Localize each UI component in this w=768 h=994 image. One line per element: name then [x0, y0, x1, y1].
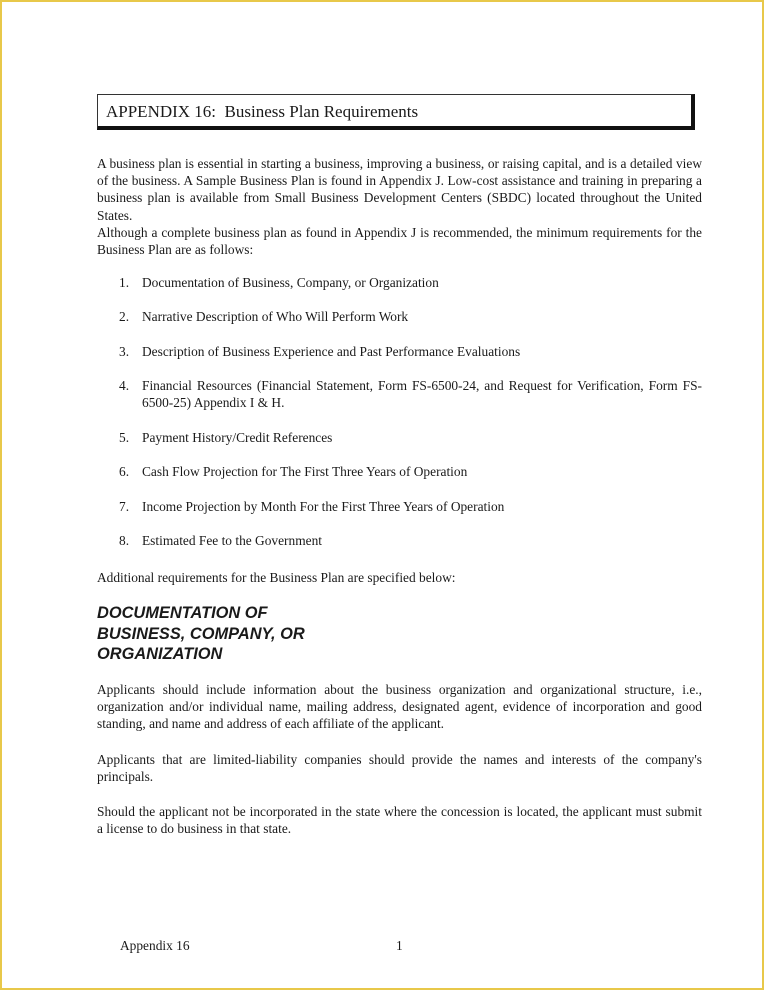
section-heading-line: ORGANIZATION [97, 645, 223, 663]
list-item-text: Payment History/Credit References [142, 429, 333, 445]
list-item-number: 6. [119, 464, 130, 480]
footer-label: Appendix 16 [120, 938, 190, 953]
page-number: 1 [396, 938, 403, 953]
list-item-number: 8. [119, 532, 130, 548]
list-item [97, 498, 702, 515]
list-item [97, 343, 702, 360]
list-item [97, 308, 702, 325]
list-item [97, 463, 702, 480]
list-item [97, 429, 702, 446]
list-item-text: Narrative Description of Who Will Perform Work [142, 309, 409, 325]
list-item-text: Financial Resources (Financial Statement, Form FS-6500-24, and Request for Verification, Form FS-6500-25) Appendix I & H. [142, 378, 702, 411]
list-item-text: Income Projection by Month For the First Three Years of Operation [142, 498, 505, 514]
section-paragraph-2: Applicants that are limited-liability companies should provide the names and interests of the company's principals. [97, 752, 702, 785]
intro-text-1: A business plan is essential in starting a business, improving a business, or raising capital, and is a detailed view of the business. A Sample Business Plan is found in Appendix J. Low-cost assistance and training in preparing a business plan is available from Small Business Development Centers (SBDC) located throughout the United States. [97, 156, 702, 223]
section-heading-line: BUSINESS, COMPANY, OR [97, 624, 305, 643]
list-item-text: Cash Flow Projection for The First Three Years of Operation [142, 464, 468, 480]
list-item-number: 3. [119, 343, 130, 359]
additional-requirements-text: Additional requirements for the Business Plan are specified below: [97, 570, 456, 585]
list-item-text: Description of Business Experience and Past Performance Evaluations [142, 343, 521, 359]
list-item-number: 2. [119, 309, 130, 325]
list-item-number: 1. [119, 275, 130, 290]
list-item [97, 377, 702, 411]
list-item-number: 4. [119, 378, 130, 394]
list-item-number: 7. [119, 498, 130, 514]
section-paragraph-3: Should the applicant not be incorporated in the state where the concession is located, the applicant must submit a license to do business in that state. [97, 804, 702, 837]
intro-paragraph [97, 155, 702, 258]
page-title: APPENDIX 16: Business Plan Requirements [97, 94, 695, 130]
requirements-list [97, 274, 702, 566]
section-paragraph-1: Applicants should include information about the business organization and organizational structure, i.e., organization and/or individual name, mailing address, designated agent, evidence of incorporation and good standing, and name and address of each affiliate of the applicant. [97, 682, 702, 732]
list-item [97, 274, 702, 291]
list-item-text: Estimated Fee to the Government [142, 532, 322, 548]
intro-text-2: Although a complete business plan as found in Appendix J is recommended, the minimum requirements for the Business Plan are as follows: [97, 224, 702, 258]
list-item-number: 5. [119, 429, 130, 445]
section-heading-line: DOCUMENTATION OF [97, 604, 268, 622]
list-item [97, 532, 702, 549]
section-heading [97, 603, 397, 665]
list-item-text: Documentation of Business, Company, or Organization [142, 275, 439, 290]
